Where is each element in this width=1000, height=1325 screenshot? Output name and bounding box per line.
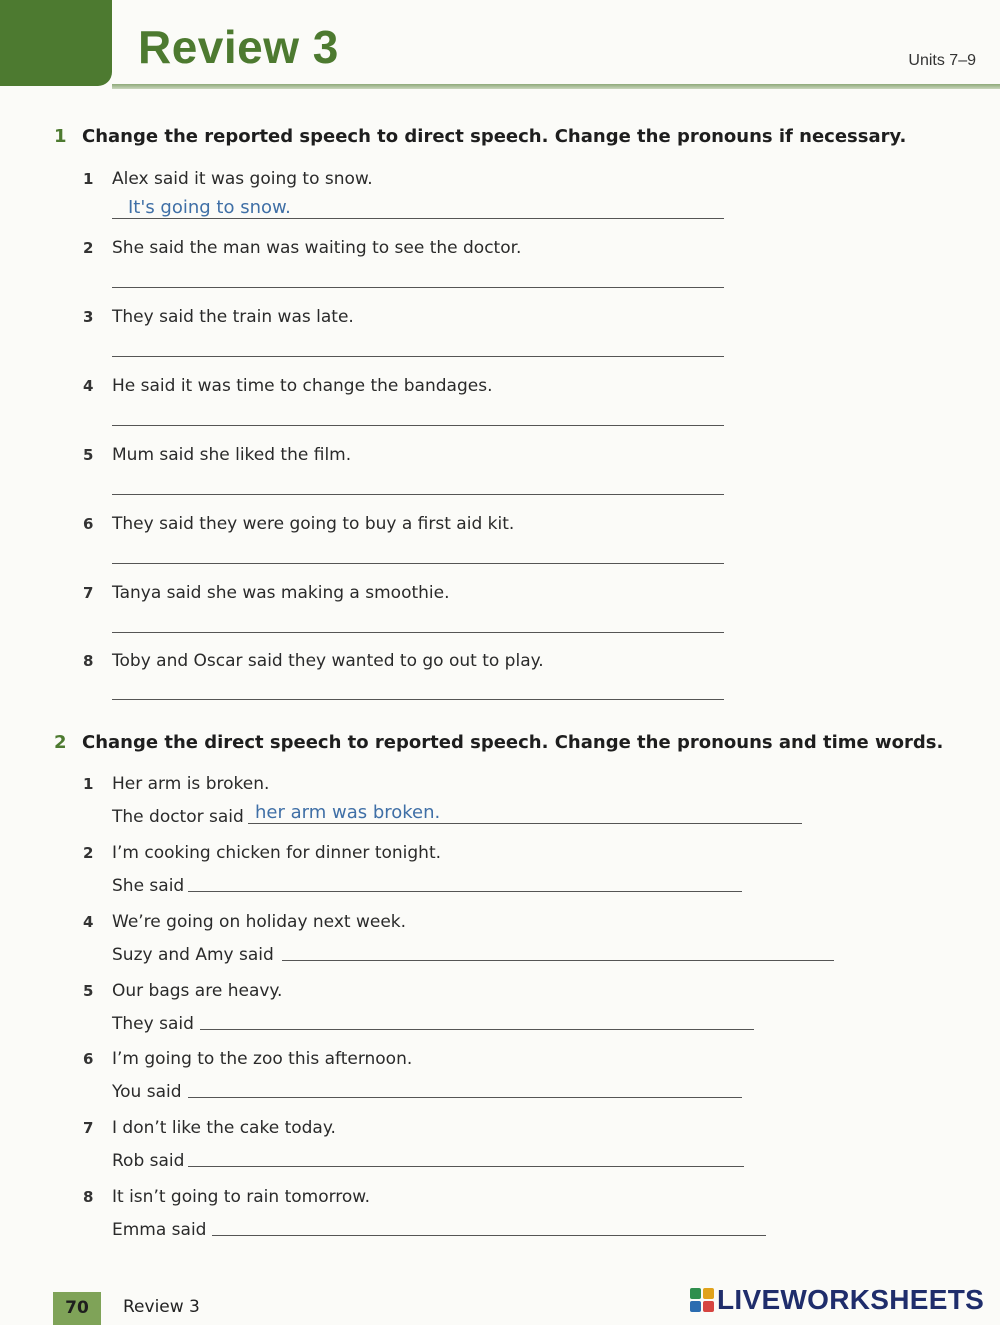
- answer-field[interactable]: [112, 699, 724, 700]
- item-prompt: Mum said she liked the film.: [112, 445, 352, 465]
- units-label: Units 7–9: [908, 52, 976, 69]
- answer-field[interactable]: [112, 563, 724, 564]
- item-number: 4: [83, 913, 94, 931]
- answer-row: [112, 1014, 194, 1034]
- header-tab: [0, 0, 112, 86]
- item-prompt: He said it was time to change the bandages.: [112, 376, 493, 396]
- answer-field[interactable]: [112, 494, 724, 495]
- logo-tile: [703, 1301, 714, 1312]
- item-number: 2: [83, 239, 94, 257]
- answer-lead: Rob said: [112, 1151, 185, 1171]
- answer-field[interactable]: [188, 891, 742, 892]
- item-number: 3: [83, 308, 94, 326]
- answer-field[interactable]: [112, 632, 724, 633]
- item-prompt: We’re going on holiday next week.: [112, 912, 407, 932]
- item-number: 1: [83, 775, 94, 793]
- item-number: 1: [83, 170, 94, 188]
- answer-row: [112, 807, 244, 827]
- answer-lead: The doctor said: [112, 807, 244, 827]
- exercise-instruction: Change the reported speech to direct speech. Change the pronouns if necessary.: [82, 126, 907, 147]
- answer-field[interactable]: [200, 1029, 754, 1030]
- answer-text: her arm was broken.: [255, 802, 441, 823]
- item-number: 6: [83, 1050, 94, 1068]
- header-divider: [112, 84, 1000, 89]
- item-number: 8: [83, 1188, 94, 1206]
- answer-lead: Emma said: [112, 1220, 207, 1240]
- item-number: 6: [83, 515, 94, 533]
- answer-field[interactable]: [112, 425, 724, 426]
- item-number: 2: [83, 844, 94, 862]
- answer-row: [112, 1082, 182, 1102]
- answer-field[interactable]: [112, 218, 724, 219]
- answer-row: [112, 1151, 184, 1171]
- item-prompt: I don’t like the cake today.: [112, 1118, 336, 1138]
- item-prompt: Toby and Oscar said they wanted to go out to play.: [112, 651, 544, 671]
- item-prompt: I’m going to the zoo this afternoon.: [112, 1049, 413, 1069]
- answer-row: [112, 945, 274, 965]
- page-number: 70: [53, 1292, 101, 1325]
- logo-tile: [703, 1288, 714, 1299]
- item-number: 5: [83, 982, 94, 1000]
- item-prompt: She said the man was waiting to see the doctor.: [112, 238, 522, 258]
- exercise-2-heading: [54, 732, 943, 756]
- answer-field[interactable]: [282, 960, 834, 961]
- liveworksheets-logo-icon: [690, 1288, 714, 1312]
- answer-lead: They said: [112, 1014, 194, 1034]
- liveworksheets-brand[interactable]: [690, 1284, 984, 1318]
- answer-row: [112, 1220, 206, 1240]
- item-number: 8: [83, 652, 94, 670]
- answer-row: [112, 876, 184, 896]
- item-number: 7: [83, 584, 94, 602]
- answer-field[interactable]: [212, 1235, 766, 1236]
- footer-section-label: Review 3: [123, 1297, 200, 1317]
- answer-field[interactable]: [112, 356, 724, 357]
- exercise-1-heading: [54, 126, 906, 150]
- exercise-instruction: Change the direct speech to reported speech. Change the pronouns and time words.: [82, 732, 944, 753]
- answer-text: It's going to snow.: [128, 197, 291, 218]
- logo-tile: [690, 1301, 701, 1312]
- item-number: 5: [83, 446, 94, 464]
- answer-field[interactable]: [188, 1097, 742, 1098]
- answer-field[interactable]: [112, 287, 724, 288]
- exercise-number: 1: [54, 126, 67, 147]
- item-prompt: They said the train was late.: [112, 307, 354, 327]
- item-prompt: They said they were going to buy a first aid kit.: [112, 514, 515, 534]
- item-prompt: Alex said it was going to snow.: [112, 169, 373, 189]
- answer-lead: She said: [112, 876, 185, 896]
- answer-field[interactable]: [188, 1166, 744, 1167]
- answer-lead: Suzy and Amy said: [112, 945, 274, 965]
- item-number: 4: [83, 377, 94, 395]
- page-title: Review 3: [138, 21, 339, 73]
- logo-tile: [690, 1288, 701, 1299]
- item-prompt: Her arm is broken.: [112, 774, 270, 794]
- item-prompt: I’m cooking chicken for dinner tonight.: [112, 843, 442, 863]
- item-prompt: Our bags are heavy.: [112, 981, 283, 1001]
- item-prompt: Tanya said she was making a smoothie.: [112, 583, 450, 603]
- brand-name: LIVEWORKSHEETS: [717, 1284, 985, 1315]
- exercise-number: 2: [54, 732, 67, 753]
- item-number: 7: [83, 1119, 94, 1137]
- answer-field[interactable]: [248, 823, 802, 824]
- answer-lead: You said: [112, 1082, 182, 1102]
- item-prompt: It isn’t going to rain tomorrow.: [112, 1187, 371, 1207]
